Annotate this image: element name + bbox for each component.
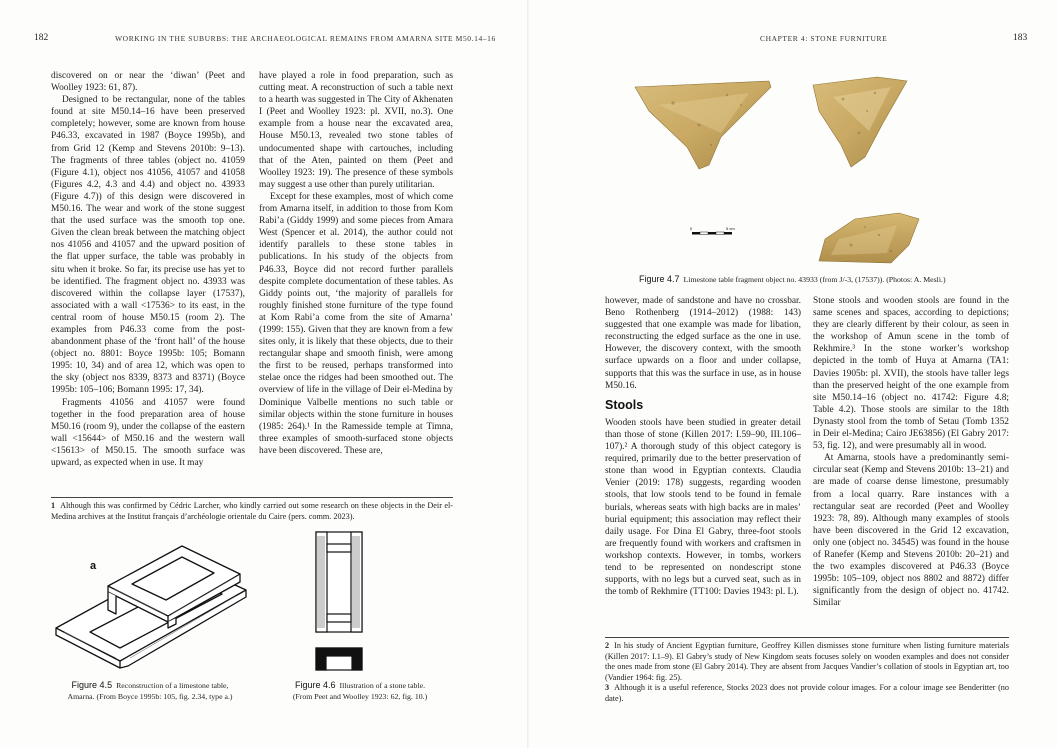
footnote-rule	[605, 637, 1009, 638]
scale-bar	[692, 232, 732, 235]
stone-table-illustration	[308, 530, 370, 676]
limestone-fragment-photos	[629, 75, 1009, 270]
caption-text: (From Peet and Woolley 1923: 62, fig. 10.)	[292, 692, 428, 701]
figure-panel-label: a	[90, 560, 97, 572]
paragraph: Wooden stools have been studied in greater detail than those of stone (Killen 2017: I.59–90, III.106–107).² A thorough study of this object category is required, primarily due to the better preservation of stone than wood in Egyptian contexts. Claudia Venier (2019: 178) suggests, regarding wooden stools, that low stools tend to be found in female burials, whereas seats with high backs are in males’ burial equipment; this association may reflect their daily usage. For Dina El Gabry, three-foot stools are frequently found with workers and craftsmen in workshop contexts. However, in tombs, workers tend to be represented on nondescript stone supports, with no legs but a curved seat, such as in the tomb of Rekhmire (TT100: Davies 1943: pl. L).	[605, 417, 801, 598]
footnote-1	[51, 501, 453, 522]
page-number-left: 182	[34, 33, 49, 43]
footnote-rule	[51, 497, 453, 498]
footnote-3	[605, 683, 1009, 704]
footnotes-right	[605, 641, 1009, 705]
caption-text: Amarna. (From Boyce 1995b: 105, fig. 2.34, type a.)	[67, 692, 233, 701]
right-column-2	[813, 295, 1009, 609]
footnote-number: 3	[605, 683, 610, 693]
fragment-photo-1	[635, 81, 771, 169]
left-column-2	[259, 70, 453, 457]
caption-text: Limestone table fragment object no. 43933 (from J/-3, (17537)). (Photos: A. Mesli.)	[683, 275, 946, 284]
footnote-number: 2	[605, 641, 610, 650]
caption-text: Illustration of a stone table.	[339, 681, 426, 690]
figure-label: Figure 4.6	[294, 680, 336, 690]
running-head-left: WORKING IN THE SUBURBS: THE ARCHAEOLOGICAL REMAINS FROM AMARNA SITE M50.14–16	[115, 34, 496, 43]
running-head-right: CHAPTER 4: STONE FURNITURE	[760, 34, 888, 43]
caption-text: Reconstruction of a limestone table,	[116, 681, 229, 690]
scale-label-start: 0	[690, 226, 693, 231]
paragraph: Except for these examples, most of which come from Amarna itself, in addition to those from Kom Rabi’a (Giddy 1999) and some pieces from Amara West (Spencer et al. 2014), the author could not identify parallels to these stone tables in publications. In his study of the objects from P46.33, Boyce did not record further parallels despite complete documentation of these tables. As Giddy points out, ‘the majority of parallels for roughly finished stone furniture of the type found at Kom Rabi’a come from the site of Amarna’ (1999: 155). Given that they are known from a few sites only, it is likely that these objects, due to their rectangular shape and smooth finish, were among the first to be reused, perhaps transformed into stelae once the ridges had been smoothed out. The overview of life in the village of Deir el-Medina by Dominique Valbelle mentions no such table or similar objects within the stone furniture in houses (1985: 264).¹ In the Ramesside temple at Timna, three examples of smooth-surfaced stone objects have been discovered. These are,	[259, 191, 453, 456]
footnote-number: 1	[51, 501, 56, 510]
paragraph: have played a role in food preparation, such as cutting meat. A reconstruction of such a table next to a hearth was suggested in The City of Akhenaten I (Peet and Woolley 1923: pl. XVII, no.3). One example from a house near the excavated area, House M50.13, revealed two stone tables of undocumented shape with cartouches, including that of the Aten, painted on them (Peet and Woolley 1923: 19). The presence of these symbols may suggest a use other than purely utilitarian.	[259, 71, 453, 190]
paragraph: Fragments 41056 and 41057 were found together in the food preparation area of house M50.16 (room 9), under the collapse of the eastern wall <15644> of M50.16 and the western wall <15613> of M50.15. The smooth surface was upward, as expected when in use. It may	[51, 397, 245, 468]
footnote-2	[605, 641, 1009, 683]
right-page	[529, 0, 1058, 748]
figure-4-6-drawing	[308, 530, 370, 676]
paragraph: Designed to be rectangular, none of the tables found at site M50.14–16 have been preserved completely; however, some are known from house P46.33, excavated in 1987 (Boyce 1995b), and from Grid 12 (Kemp and Stevens 2010b: 9–13). The fragments of three tables (object no. 41059 (Figure 4.1), object nos 41056, 41057 and 41058 (Figures 4.2, 4.3 and 4.4) and object no. 43933 (Figure 4.7)) of this design were discovered in M50.16. The wear and work of the stone suggest that the used surface was the smooth top one. Given the clean break between the matching object nos 41056 and 41057 and the upward position of the flat upper surface, the table was probably in situ when it broke. So far, its precise use has yet to be identified. The fragment object no. 43933 was discovered within the collapse layer (17537), associated with a wall <17536> to its east, in the central room of house M50.15 (room 2). The examples from P46.33 come from the post-abandonment phase of the ‘front hall’ of the house (object no. 8801: Boyce 1995b: 105; Bomann 1995: 10, 34) and of area 12, which was open to the sky (object nos 8339, 8373 and 8371) (Boyce 1995b: 105–106; Bomann 1995: 17, 34).	[51, 95, 245, 396]
footnote-text: Although this was confirmed by Cédric Larcher, who kindly carried out some research on these objects in the Deir el-Medina archives at the Institut français d’archéologie orientale du Caire (pers. comm. 2023).	[51, 501, 453, 521]
figure-4-7-caption	[639, 274, 1019, 285]
figure-4-5-drawing	[50, 540, 250, 676]
paragraph: discovered on or near the ‘diwan’ (Peet and Woolley 1923: 61, 87).	[51, 71, 245, 94]
figure-label: Figure 4.7	[639, 274, 680, 284]
left-column-1	[51, 70, 245, 469]
paragraph: At Amarna, stools have a predominantly semi-circular seat (Kemp and Stevens 2010b: 13–21) and are made of coarse dense limestone, presumably from a local quarry. Rare instances with a rectangular seat are recorded (Peet and Woolley 1923: 78, 89). Although many examples of stools have been discovered in the Grid 12 excavation, only one (object no. 34545) was found in the house of Ranefer (Kemp and Stevens 2010b: 20–21) and the two examples discovered at P46.33 (Boyce 1995b: 105–109, object nos 8802 and 8872) differ significantly from the design of object no. 41742. Similar	[813, 453, 1009, 609]
figure-4-6-caption	[270, 680, 450, 702]
footnote-text: In his study of Ancient Egyptian furniture, Geoffrey Killen dismisses stone furniture when listing furniture materials (Killen 2017: I.1–9). El Gabry’s study of New Kingdom seats focuses solely on wooden examples and does not consider the ones made from stone (El Gabry 2014). They are absent from Jacques Vandier’s collation of stools in Egyptian art, too (Vandier 1964: fig. 25).	[605, 641, 1009, 682]
figure-4-7-photos	[629, 75, 1009, 270]
paragraph: however, made of sandstone and have no crossbar. Beno Rothenberg (1914–2012) (1988: 143) suggested that one example was made for libation, reconstructing the edged surface as the one in use. However, the discovery context, with the smooth surface upwards on a floor and under collapse, supports that this was the surface in use, as in house M50.16.	[605, 296, 801, 391]
stone-table-reconstruction	[50, 540, 250, 676]
scale-label-end: 5 cm	[726, 226, 735, 231]
figure-label: Figure 4.5	[71, 680, 113, 690]
right-column-1	[605, 295, 801, 598]
page-number-right: 183	[1013, 33, 1028, 43]
figure-4-5-caption	[40, 680, 260, 702]
section-heading-stools: Stools	[605, 397, 644, 412]
paragraph: Stone stools and wooden stools are found in the same scenes and spaces, according to depictions; they are clearly different by their colour, as seen in the workshop of Amun scene in the tomb of Rekhmire.³ In the stone worker’s workshop depicted in the tomb of Huya at Amarna (TA1: Davies 1905b: pl. XVII), the stools have taller legs than the preserved height of the one example from site M50.14–16 (object no. 41742: Figure 4.8; Table 4.2). Those stools are similar to the 18th Dynasty stool from the tomb of Setau (Tomb 1352 in Deir el-Medina; Cairo JE63856) (El Gabry 2017: 53, fig. 12), and were presumably all in wood.	[813, 296, 1009, 452]
footnote-text: Although it is a useful reference, Stocks 2023 does not provide colour images. For a colour image see Benderitter (no date).	[605, 683, 1009, 703]
